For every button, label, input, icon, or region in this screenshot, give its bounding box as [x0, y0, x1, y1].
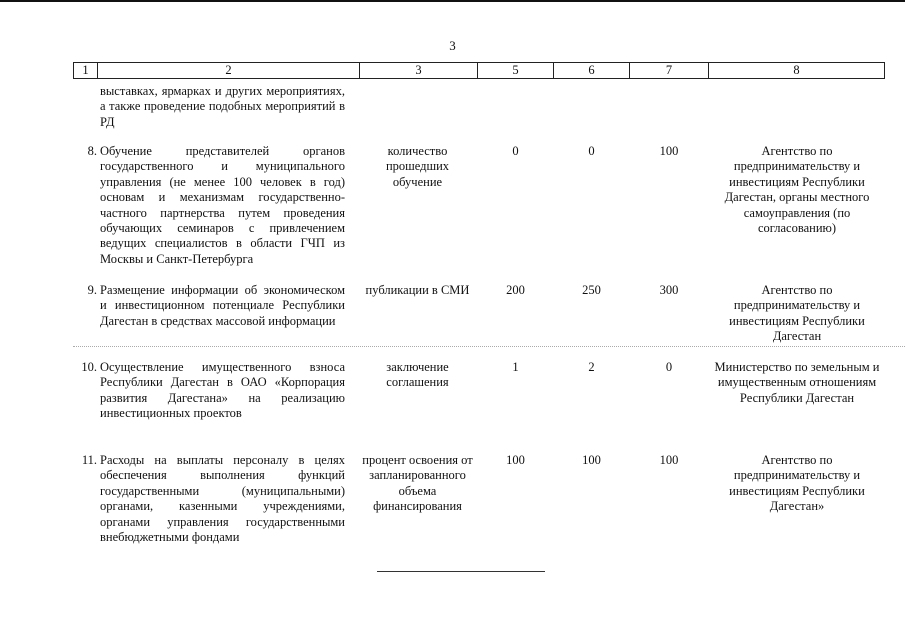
header-col-7: 7: [630, 63, 709, 79]
header-col-5: 5: [478, 63, 554, 79]
value-col-6: 100: [582, 453, 601, 467]
action-text: Размещение информации об экономическом и инвестиционном потенциале Республики Дагестан в средствах массовой информации: [100, 283, 345, 328]
indicator-text: количество прошедших обучение: [385, 144, 450, 189]
indicator-text: публикации в СМИ: [365, 283, 470, 297]
header-col-8: 8: [709, 63, 885, 79]
row-number: 8.: [87, 144, 97, 158]
action-text: Расходы на выплаты персоналу в целях обеспечения выполнения функций государственными (муниципальными) органами, казенными учреждениями, органами управления государственными внебюджетными фондами: [100, 453, 345, 545]
header-row: [74, 63, 885, 79]
header-col-1: 1: [74, 63, 98, 79]
value-col-6: 250: [582, 283, 601, 297]
value-col-7: 100: [659, 144, 679, 158]
header-col-6: 6: [554, 63, 630, 79]
footnote-separator: [377, 571, 545, 572]
action-text: Обучение представителей органов государственного и муниципального управления (не менее 100 человек в год) основам и механизмам государственно-частного партнерства путем проведения обучающих семинаров с привлечением ведущих специалистов в области ГЧП из Москвы и Санкт-Петербурга: [100, 144, 345, 266]
row-number: 11.: [81, 453, 97, 467]
value-col-5: 1: [512, 360, 519, 374]
responsible-text: Агентство по предпринимательству и инвестициям Республики Дагестан, органы местного самоуправления (по согласованию): [724, 144, 870, 236]
indicator-text: процент освоения от запланированного объема финансирования: [362, 453, 473, 514]
responsible-text: Агентство по предпринимательству и инвестициям Республики Дагестан»: [729, 453, 865, 514]
indicator-text: заключение соглашения: [386, 360, 449, 390]
value-col-6: 0: [588, 144, 595, 158]
header-col-2: 2: [98, 63, 360, 79]
value-col-7: 300: [659, 283, 679, 297]
value-col-5: 100: [506, 453, 525, 467]
row-number: 9.: [87, 283, 97, 297]
responsible-text: Министерство по земельным и имущественным отношениям Республики Дагестан: [714, 360, 880, 405]
value-col-6: 2: [588, 360, 595, 374]
scan-artifact-line: [73, 346, 905, 347]
table-header: [73, 62, 885, 79]
value-col-5: 200: [506, 283, 525, 297]
value-col-7: 0: [665, 360, 673, 374]
header-col-3: 3: [360, 63, 478, 79]
top-rule: [0, 0, 905, 2]
action-text: Осуществление имущественного взноса Республики Дагестан в ОАО «Корпорация развития Дагестана» на реализацию инвестиционных проектов: [100, 360, 345, 421]
value-col-7: 100: [659, 453, 679, 467]
row-number: 10.: [81, 360, 97, 374]
continuation-text: выставках, ярмарках и других мероприятиях, а также проведение подобных мероприятий в РД: [100, 84, 345, 129]
responsible-text: Агентство по предпринимательству и инвестициям Республики Дагестан: [729, 283, 865, 344]
page-number: 3: [449, 38, 456, 53]
value-col-5: 0: [512, 144, 519, 158]
